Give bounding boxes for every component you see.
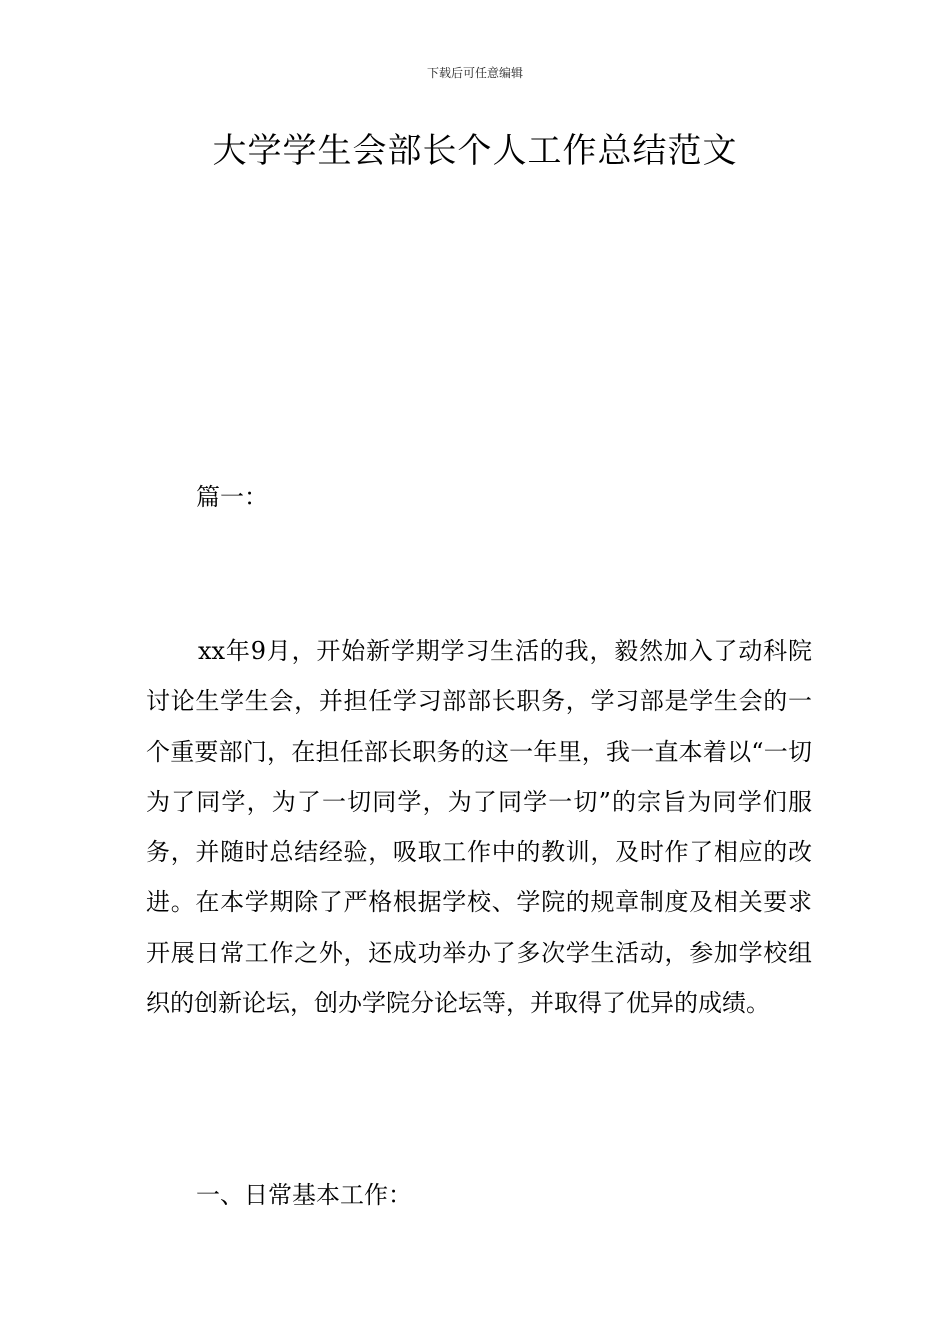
subsection-heading: 一、日常基本工作： — [196, 1181, 412, 1209]
section-label: 篇一： — [196, 483, 268, 511]
document-title: 大学学生会部长个人工作总结范文 — [212, 131, 738, 171]
header-note: 下载后可任意编辑 — [426, 66, 523, 80]
body-paragraph: xx年9月，开始新学期学习生活的我，毅然加入了动科院讨论生学生会，并担任学习部部长职务，学习部是学生会的一个重要部门，在担任部长职务的这一年里，我一直本着以“一切为了同学，为了一切同学，为了同学一切”的宗旨为同学们服务，并随时总结经验，吸取工作中的教训，及时作了相应的改进。在本学期除了严格根据学校、学院的规章制度及相关要求开展日常工作之外，还成功举办了多次学生活动，参加学校组织的创新论坛，创办学院分论坛等，并取得了优异的成绩。 — [146, 637, 812, 1018]
